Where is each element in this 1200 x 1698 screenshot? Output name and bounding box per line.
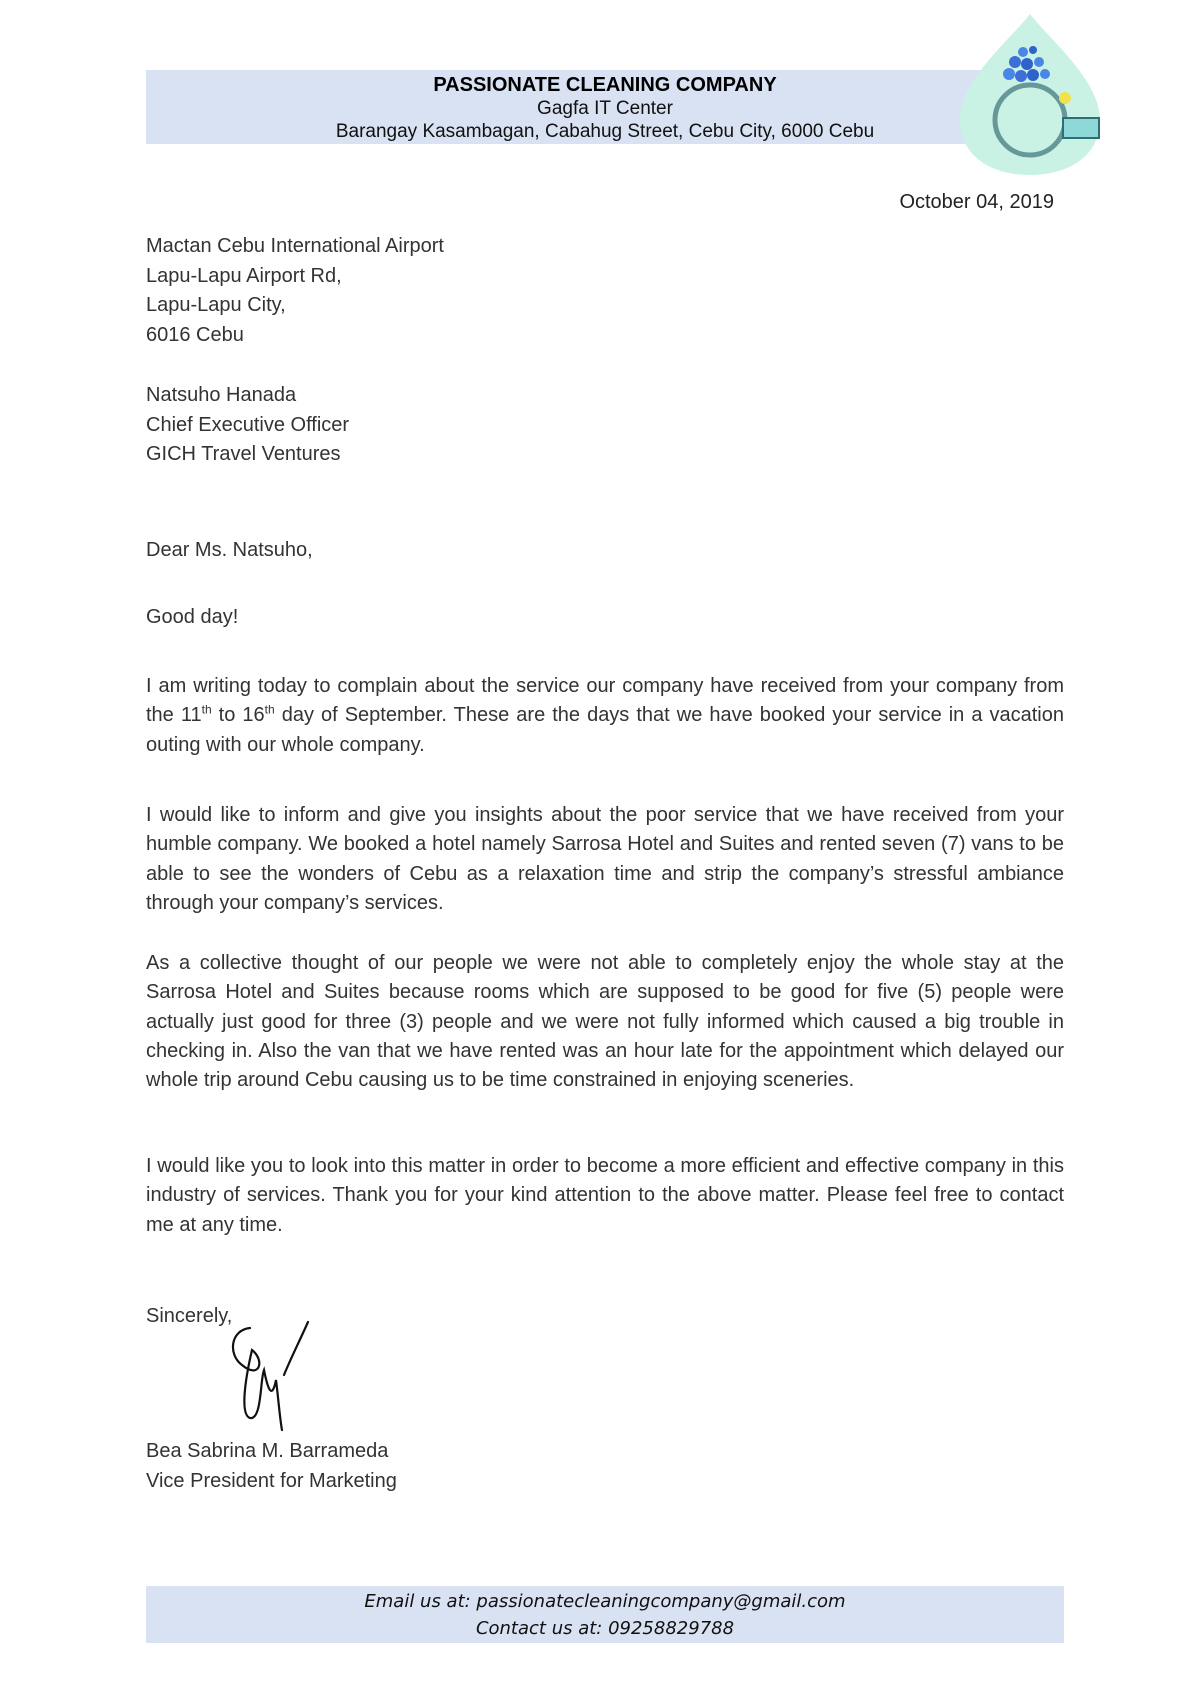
address-line: Lapu-Lapu City, [146, 294, 286, 316]
greeting: Good day! [146, 606, 239, 628]
sender-name: Bea Sabrina M. Barrameda [146, 1440, 389, 1462]
body-paragraph-2: I would like to inform and give you insights about the poor service that we have received from your humble company. We booked a hotel namely Sarrosa Hotel and Suites and rented seven (7) vans to be able to see the wonders of Cebu as a relaxation time and strip the company’s stressful ambiance through your company’s services. [146, 804, 1064, 914]
recipient-company: GICH Travel Ventures [146, 443, 341, 465]
paragraph-text: day of September. These are the days that we have booked your service in a vacation outing with our whole company. [146, 704, 1064, 756]
body-paragraph-4: I would like you to look into this matter in order to become a more efficient and effective company in this industry of services. Thank you for your kind attention to the above matter. Please feel free to contact me at any time. [146, 1155, 1064, 1236]
recipient-address [146, 232, 444, 350]
address-line: Mactan Cebu International Airport [146, 235, 444, 257]
recipient-block [146, 381, 349, 470]
ordinal-suffix: th [264, 702, 275, 717]
paragraph-text: to 16 [211, 704, 265, 727]
recipient-name: Natsuho Hanada [146, 384, 297, 406]
recipient-title: Chief Executive Officer [146, 413, 350, 436]
paragraph-text: I am writing today to complain about the service our company have received from your company from the 11 [146, 675, 1064, 727]
address-line: 6016 Cebu [146, 323, 244, 346]
company-address-line1: Gagfa IT Center [537, 98, 673, 119]
body-paragraph-1 [146, 672, 1064, 760]
letter-date: October 04, 2019 [899, 191, 1054, 213]
footer-email: Email us at: passionatecleaningcompany@gmail.com [364, 1591, 846, 1612]
letterhead [146, 70, 1064, 144]
company-address-line2: Barangay Kasambagan, Cabahug Street, Cebu City, 6000 Cebu [335, 121, 875, 142]
sender-block [146, 1437, 397, 1496]
ordinal-suffix: th [201, 702, 212, 717]
body-paragraph-3: As a collective thought of our people we were not able to completely enjoy the whole stay at the Sarrosa Hotel and Suites because rooms which are supposed to be good for five (5) people were actually just good for three (3) people and we were not fully informed which caused a big trouble in checking in. Also the van that we have rented was an hour late for the appointment which delayed our whole trip around Cebu causing us to be time constrained in enjoying sceneries. [146, 952, 1064, 1092]
footer-contact: Contact us at: 09258829788 [475, 1618, 735, 1639]
company-logo-icon [955, 10, 1105, 180]
signature-icon [220, 1320, 330, 1440]
footer-band [146, 1586, 1064, 1643]
address-line: Lapu-Lapu Airport Rd, [146, 264, 342, 287]
salutation: Dear Ms. Natsuho, [146, 539, 313, 561]
company-name: PASSIONATE CLEANING COMPANY [433, 74, 777, 96]
sender-title: Vice President for Marketing [146, 1469, 397, 1492]
closing: Sincerely, [146, 1305, 233, 1327]
